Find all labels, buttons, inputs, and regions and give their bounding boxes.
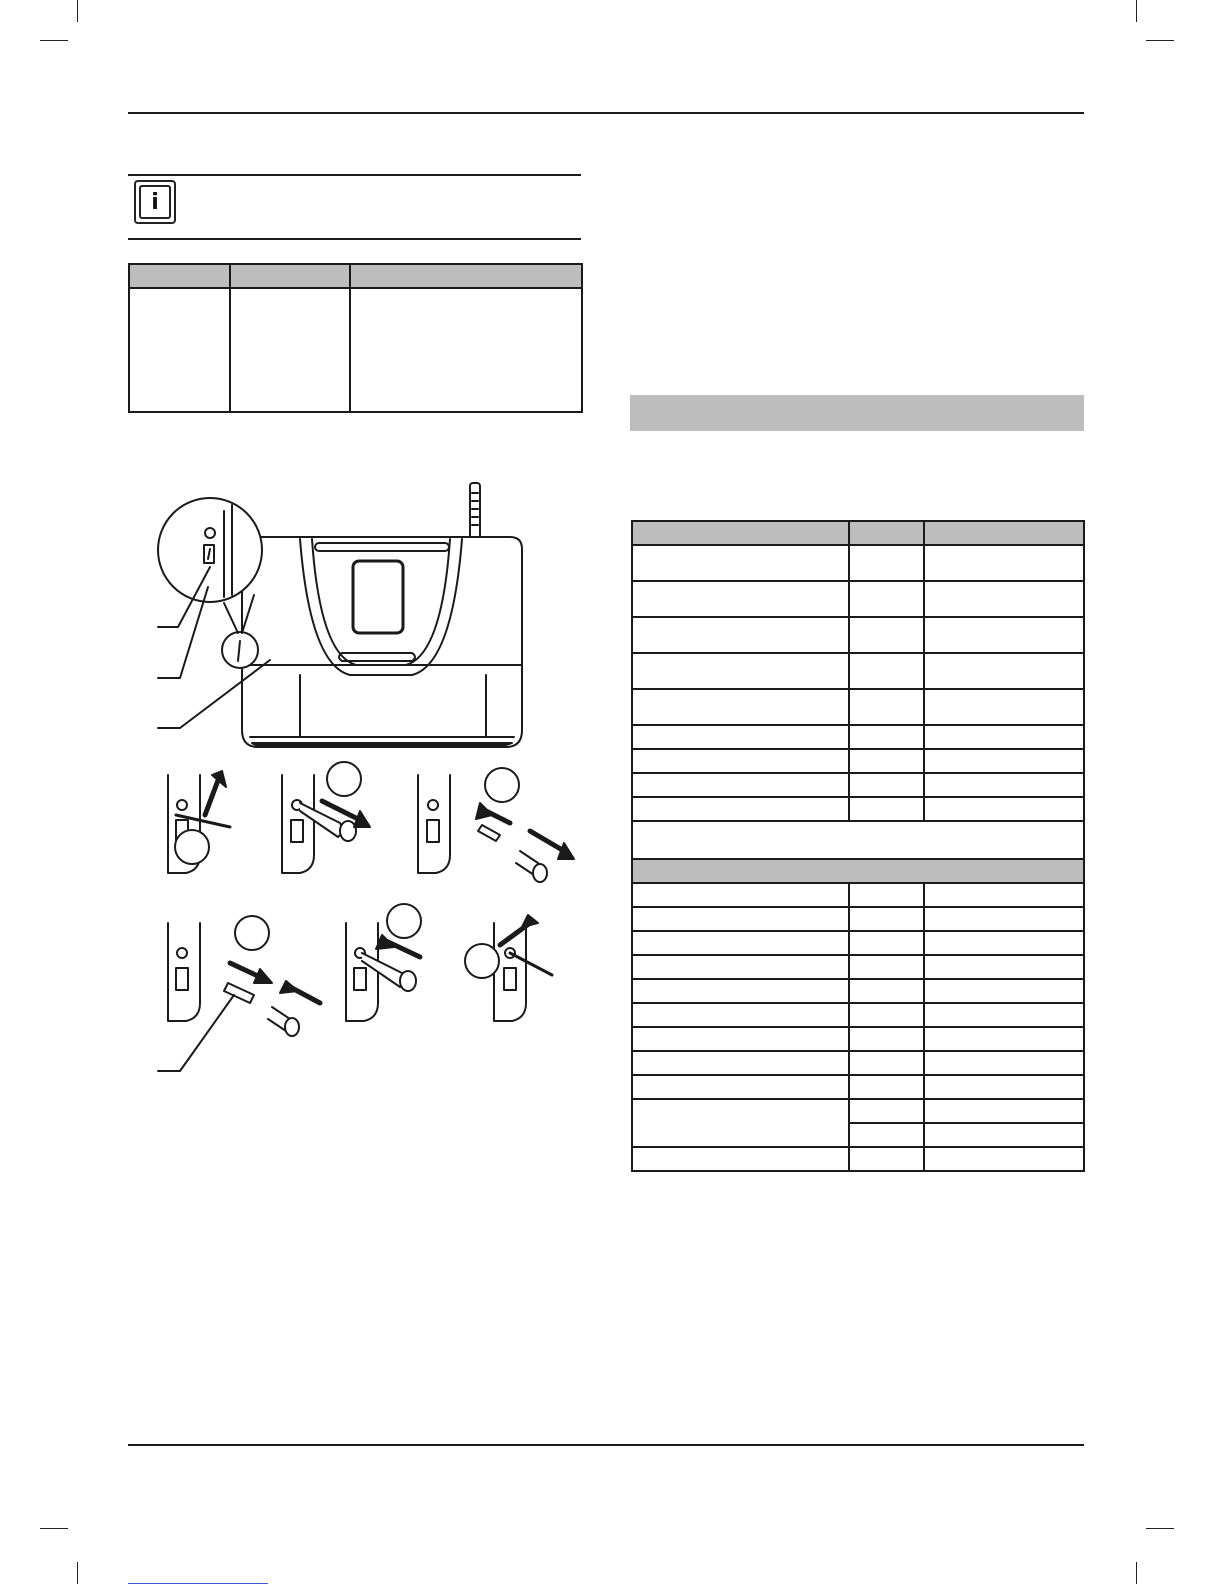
table-row	[632, 545, 1084, 581]
table-row	[129, 288, 582, 412]
footer-rule	[128, 1444, 1084, 1446]
table-row	[632, 1027, 1084, 1051]
table-row	[632, 1147, 1084, 1171]
crop-mark	[1146, 1528, 1174, 1529]
crop-mark	[40, 1528, 68, 1529]
table-row	[632, 797, 1084, 821]
step-3-panel	[418, 768, 574, 882]
crop-mark	[77, 0, 78, 22]
table-header-row	[129, 264, 582, 288]
technical-data-table	[631, 520, 1085, 1172]
table-row	[632, 1075, 1084, 1099]
table-row	[632, 1051, 1084, 1075]
table-header-row	[632, 521, 1084, 545]
step-1-panel	[168, 771, 230, 873]
table-row	[632, 883, 1084, 907]
table-row	[632, 581, 1084, 617]
detail-zoom-icon	[158, 498, 262, 668]
fuse-replacement-figure	[150, 475, 590, 1085]
table-row	[632, 653, 1084, 689]
section-heading-bar	[630, 395, 1084, 431]
table-row	[632, 907, 1084, 931]
info-icon: i	[134, 180, 176, 224]
table-row	[632, 1003, 1084, 1027]
table-row	[632, 955, 1084, 979]
table-row	[632, 931, 1084, 955]
header-rule	[128, 112, 1084, 114]
note-top-rule	[128, 174, 581, 176]
table-row	[632, 1099, 1084, 1123]
crop-mark	[1136, 0, 1137, 22]
table-row	[632, 749, 1084, 773]
step-5-panel	[346, 904, 421, 1021]
antenna-icon	[470, 483, 480, 541]
table-row	[632, 689, 1084, 725]
table-row	[632, 617, 1084, 653]
crop-mark	[1146, 40, 1174, 41]
note-bottom-rule	[128, 238, 581, 240]
crop-mark	[77, 1562, 78, 1584]
table-section-header	[632, 859, 1084, 883]
table-span-row	[632, 821, 1084, 859]
crop-mark	[1136, 1562, 1137, 1584]
step-2-panel	[282, 762, 370, 873]
table-row	[632, 773, 1084, 797]
device-body	[242, 537, 522, 747]
crop-mark	[40, 40, 68, 41]
left-table	[128, 263, 583, 413]
step-6-panel	[465, 915, 552, 1021]
table-row	[632, 725, 1084, 749]
table-row	[632, 979, 1084, 1003]
step-4-panel	[158, 916, 320, 1071]
callout-line	[158, 995, 234, 1071]
